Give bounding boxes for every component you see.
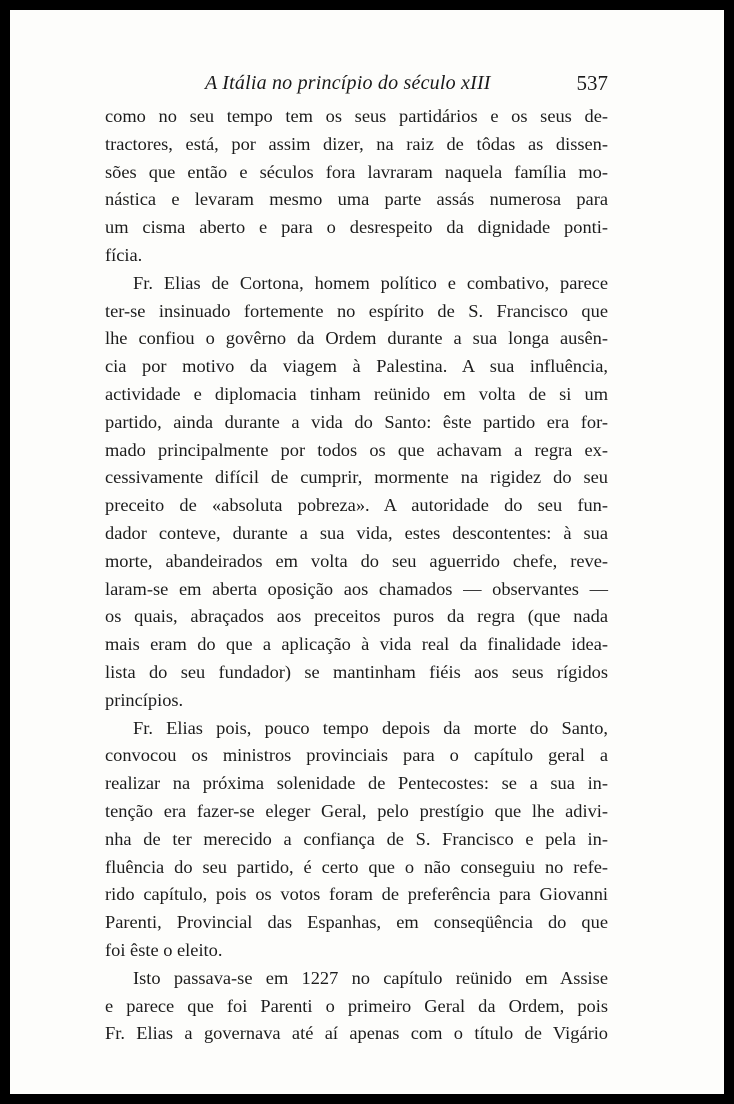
text-line: princípios.	[105, 689, 184, 710]
text-line: rido capítulo, pois os votos foram de preferência para Giovanni	[105, 884, 608, 905]
text-line: nha de ter merecido a confiança de S. Francisco e pela in-	[105, 828, 608, 849]
text-line: tenção era fazer-se eleger Geral, pelo prestígio que lhe adivi-	[105, 800, 608, 821]
text-line: e parece que foi Parenti o primeiro Geral da Ordem, pois	[105, 995, 608, 1016]
text-line: fluência do seu partido, é certo que o não conseguiu no refe-	[105, 856, 608, 877]
running-title: A Itália no princípio do século xIII	[205, 72, 491, 94]
text-line: os quais, abraçados aos preceitos puros da regra (que nada	[105, 606, 608, 627]
text-line: sões que então e séculos fora lavraram naquela família mo-	[105, 161, 608, 182]
page-number: 537	[576, 71, 608, 95]
text-line: cia por motivo da viagem à Palestina. A sua influência,	[105, 356, 608, 377]
text-line: realizar na próxima solenidade de Pentecostes: se a sua in-	[105, 773, 608, 794]
text-line: tractores, está, por assim dizer, na raiz de tôdas as dissen-	[105, 133, 608, 154]
text-line: preceito de «absoluta pobreza». A autoridade do seu fun-	[105, 495, 608, 516]
text-line: Fr. Elias pois, pouco tempo depois da morte do Santo,	[133, 717, 608, 738]
text-line: fícia.	[105, 244, 143, 265]
running-head	[105, 62, 608, 102]
text-line: lista do seu fundador) se mantinham fiéis aos seus rígidos	[105, 661, 608, 682]
text-line: partido, ainda durante a vida do Santo: êste partido era for-	[105, 411, 608, 432]
text-line: Fr. Elias a governava até aí apenas com o título de Vigário	[105, 1023, 608, 1044]
text-line: cessivamente difícil de cumprir, mormente na rigidez do seu	[105, 467, 608, 488]
paragraph	[105, 715, 608, 965]
text-line: actividade e diplomacia tinham reünido em volta de si um	[105, 383, 608, 404]
text-line: mais eram do que a aplicação à vida real da finalidade idea-	[105, 634, 608, 655]
text-line: morte, abandeirados em volta do seu aguerrido chefe, reve-	[105, 550, 608, 571]
text-line: como no seu tempo tem os seus partidários e os seus de-	[105, 106, 608, 126]
body-text	[105, 103, 608, 1048]
text-line: mado principalmente por todos os que achavam a regra ex-	[105, 439, 608, 460]
text-line: Parenti, Provincial das Espanhas, em conseqüência do que	[105, 912, 608, 933]
text-line: ter-se insinuado fortemente no espírito de S. Francisco que	[105, 300, 608, 321]
book-page	[10, 10, 724, 1094]
text-line: laram-se em aberta oposição aos chamados — observantes —	[105, 578, 608, 599]
paragraph	[105, 270, 608, 715]
text-line: Isto passava-se em 1227 no capítulo reünido em Assise	[133, 967, 608, 988]
text-line: nástica e levaram mesmo uma parte assás numerosa para	[105, 189, 608, 210]
text-line: convocou os ministros provinciais para o capítulo geral a	[105, 745, 608, 766]
text-line: Fr. Elias de Cortona, homem político e combativo, parece	[133, 272, 608, 293]
text-line: um cisma aberto e para o desrespeito da dignidade ponti-	[105, 217, 608, 238]
text-line: dador conteve, durante a sua vida, estes descontentes: à sua	[105, 522, 608, 543]
text-line: lhe confiou o govêrno da Ordem durante a sua longa ausên-	[105, 328, 608, 349]
paragraph	[105, 965, 608, 1048]
text-line: foi êste o eleito.	[105, 939, 223, 960]
paragraph	[105, 103, 608, 270]
